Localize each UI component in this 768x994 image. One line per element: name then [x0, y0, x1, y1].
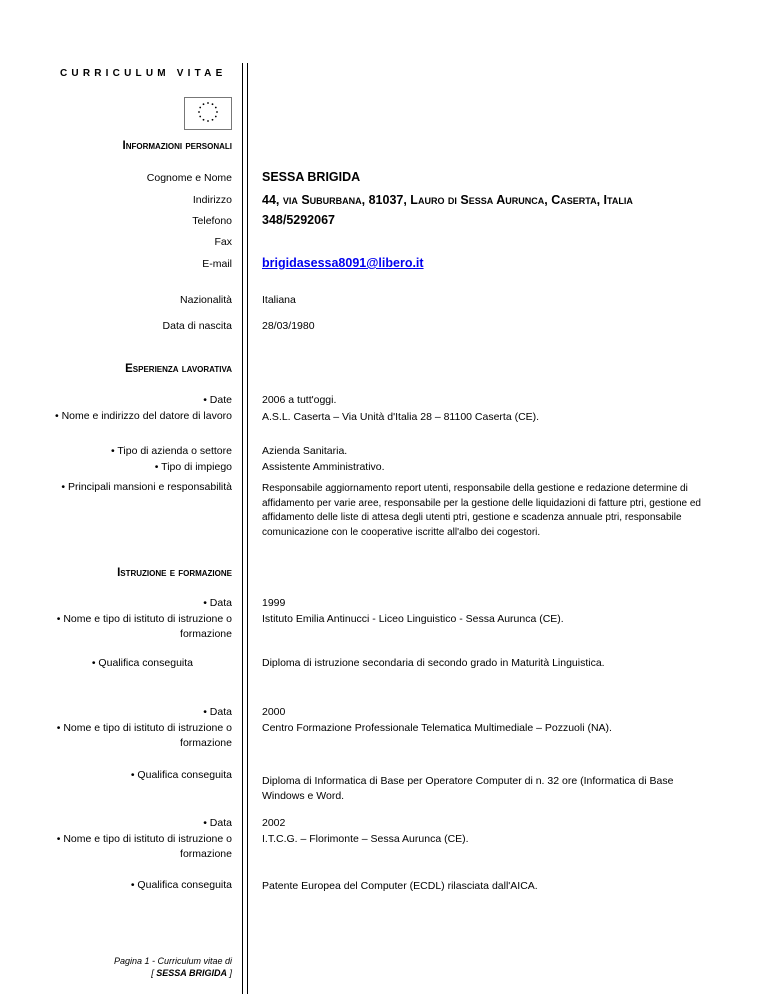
nationality-label: Nazionalità: [180, 294, 232, 306]
name-label: Cognome e Nome: [146, 172, 232, 184]
name-value: SESSA BRIGIDA: [262, 170, 361, 184]
exp-sector-value: Azienda Sanitaria.: [262, 445, 348, 457]
edu-date-label: • Data: [203, 817, 232, 829]
nationality-value: Italiana: [262, 294, 296, 306]
edu-inst-label: • Nome e tipo di istituto di istruzione o formazione: [56, 613, 232, 640]
fax-label: Fax: [214, 236, 232, 248]
email-label: E-mail: [202, 258, 232, 270]
edu-inst-value: Istituto Emilia Antinucci - Liceo Linguistico - Sessa Aurunca (CE).: [262, 613, 564, 625]
birth-label: Data di nascita: [162, 320, 232, 332]
edu-date-value: 2000: [262, 706, 286, 718]
edu-qual-value: Diploma di Informatica di Base per Operatore Computer di n. 32 ore (Informatica di Base Windows e Word.: [262, 775, 674, 802]
section-heading-education: Istruzione e formazione: [117, 567, 232, 579]
email-link[interactable]: [262, 256, 702, 272]
edu-qual-label: • Qualifica conseguita: [91, 657, 193, 669]
edu-qual-value: Patente Europea del Computer (ECDL) rilasciata dall'AICA.: [262, 880, 538, 892]
phone-label: Telefono: [192, 215, 232, 227]
exp-duties-label: • Principali mansioni e responsabilità: [61, 481, 232, 493]
page-footer: [114, 955, 232, 979]
divider-line-right: [247, 63, 248, 994]
edu-inst-label: • Nome e tipo di istituto di istruzione o formazione: [56, 722, 232, 749]
eu-flag-icon: [184, 97, 232, 130]
edu-qual-value: Diploma di istruzione secondaria di secondo grado in Maturità Linguistica.: [262, 657, 605, 669]
footer-bracket-close: ]: [229, 968, 232, 978]
divider-line-left: [242, 63, 243, 994]
footer-name: SESSA BRIGIDA: [156, 968, 227, 978]
edu-inst-value: Centro Formazione Professionale Telematica Multimediale – Pozzuoli (NA).: [262, 722, 612, 734]
edu-inst-value: I.T.C.G. – Florimonte – Sessa Aurunca (CE).: [262, 833, 469, 845]
edu-date-label: • Data: [203, 597, 232, 609]
exp-job-value: Assistente Amministrativo.: [262, 461, 385, 473]
exp-job-label: • Tipo di impiego: [154, 461, 232, 473]
section-heading-experience: Esperienza lavorativa: [125, 363, 232, 375]
address-label: Indirizzo: [192, 194, 232, 206]
exp-employer-value: A.S.L. Caserta – Via Unità d'Italia 28 – 81100 Caserta (CE).: [262, 411, 540, 423]
birth-value: 28/03/1980: [262, 320, 315, 332]
footer-page-line: Pagina 1 - Curriculum vitae di: [113, 956, 232, 966]
exp-sector-label: • Tipo di azienda o settore: [110, 445, 232, 457]
edu-date-label: • Data: [203, 706, 232, 718]
footer-name-line: [114, 967, 232, 979]
exp-date-value: 2006 a tutt'oggi.: [262, 394, 337, 406]
phone-value: 348/5292067: [262, 213, 335, 227]
edu-qual-label: • Qualifica conseguita: [130, 769, 232, 781]
edu-date-value: 2002: [262, 817, 286, 829]
edu-qual-label: • Qualifica conseguita: [130, 879, 232, 891]
exp-employer-label: • Nome e indirizzo del datore di lavoro: [54, 410, 232, 422]
cv-title: CURRICULUM VITAE: [60, 68, 227, 79]
edu-date-value: 1999: [262, 597, 286, 609]
exp-duties-value: Responsabile aggiornamento report utenti, responsabile della gestione e redazione determine di affidamento per varie aree, responsabile per la gestione delle liquidazioni di fatture ptri, gestione ed affidamento delle liste di attesa degli utenti ptri, gestione e scadenza annuale ptri, responsabile comunicazione con le cooperative iscritte all'albo dei cogestori.: [262, 483, 701, 538]
exp-date-label: • Date: [203, 394, 232, 406]
edu-inst-label: • Nome e tipo di istituto di istruzione o formazione: [56, 833, 232, 860]
footer-bracket-open: [: [151, 968, 154, 978]
section-heading-personal: Informazioni personali: [122, 140, 232, 152]
email-value[interactable]: brigidasessa8091@libero.it: [262, 256, 424, 270]
address-value: 44, via Suburbana, 81037, Lauro di Sessa Aurunca, Caserta, Italia: [262, 193, 633, 207]
